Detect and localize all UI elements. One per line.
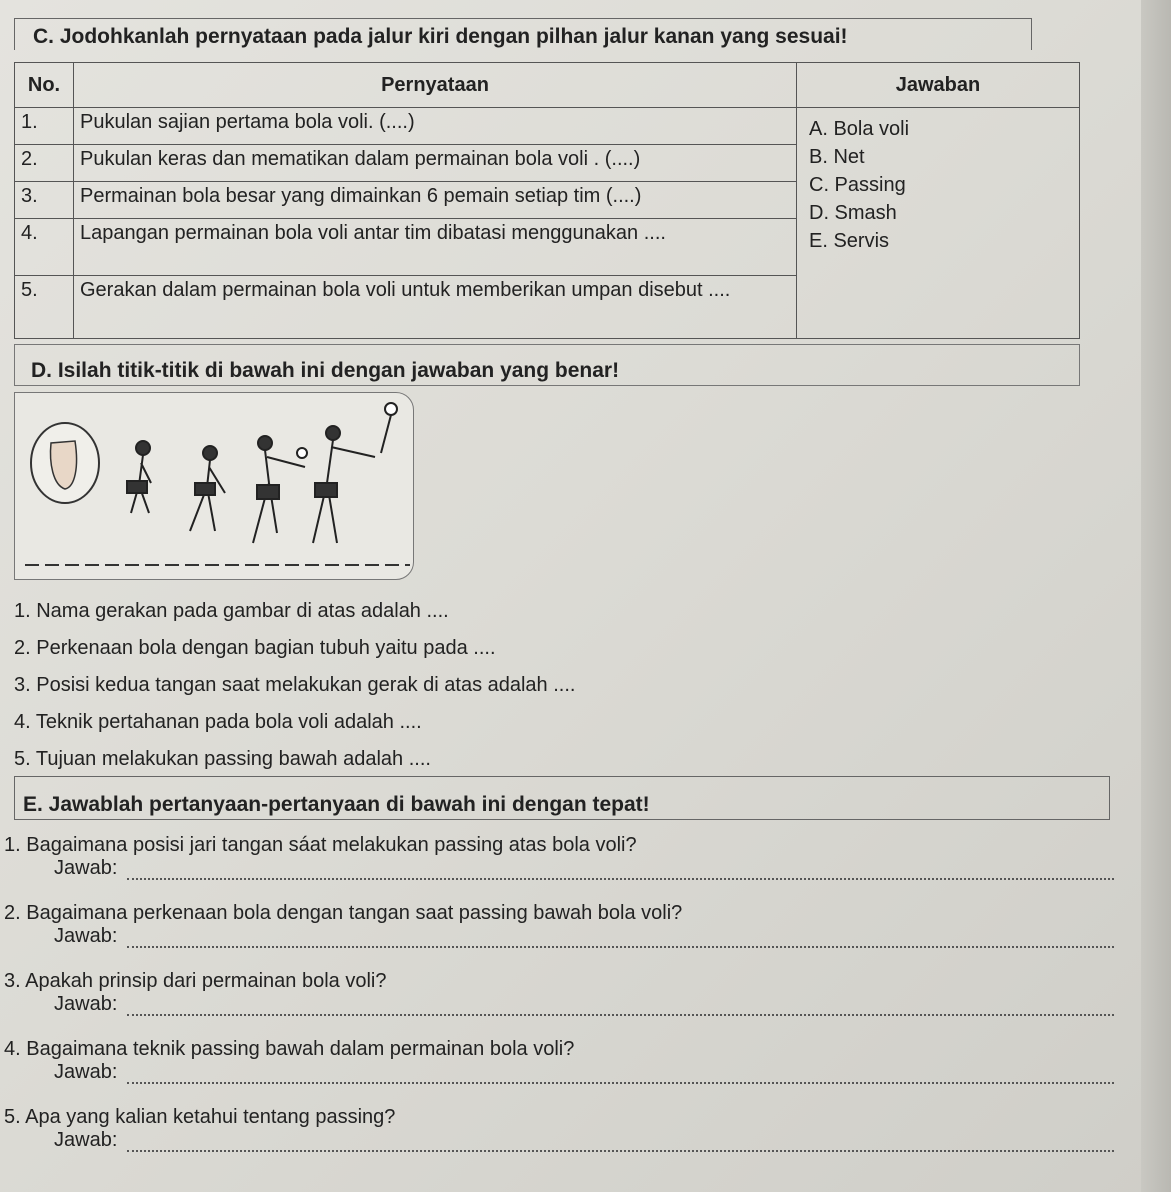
- list-item: 5. Tujuan melakukan passing bawah adalah ....: [14, 748, 431, 770]
- answer-label: Jawab:: [54, 1061, 118, 1083]
- essay-question: 2. Bagaimana perkenaan bola dengan tangan saat passing bawah bola voli?: [4, 902, 683, 924]
- answer-label: Jawab:: [54, 993, 118, 1015]
- row-statement: Permainan bola besar yang dimainkan 6 pemain setiap tim (....): [74, 182, 797, 219]
- table-row: [15, 108, 1080, 145]
- answer-option: B. Net: [809, 146, 865, 168]
- list-item: 4. Teknik pertahanan pada bola voli adalah ....: [14, 711, 422, 733]
- answer-line[interactable]: [54, 1061, 1114, 1084]
- dotted-answer-field[interactable]: [127, 926, 1114, 948]
- header-statement: Pernyataan: [74, 63, 797, 108]
- list-item: [4, 834, 1114, 902]
- row-number: 2.: [15, 145, 74, 182]
- answer-option: C. Passing: [809, 174, 906, 196]
- answer-options-list: [803, 111, 1073, 255]
- list-item: [4, 970, 1114, 1038]
- answer-label: Jawab:: [54, 857, 118, 879]
- section-d-title: D. Isilah titik-titik di bawah ini dengan jawaban yang benar!: [14, 344, 1080, 386]
- dotted-answer-field[interactable]: [127, 1062, 1114, 1084]
- dotted-answer-field[interactable]: [127, 1130, 1114, 1152]
- row-number: 5.: [15, 276, 74, 339]
- row-statement: Pukulan keras dan mematikan dalam permainan bola voli . (....): [74, 145, 797, 182]
- answer-line[interactable]: [54, 1129, 1114, 1152]
- answer-option: E. Servis: [809, 230, 890, 252]
- list-item: 1. Nama gerakan pada gambar di atas adalah ....: [14, 600, 449, 622]
- essay-question: 3. Apakah prinsip dari permainan bola voli?: [4, 970, 387, 992]
- row-number: 3.: [15, 182, 74, 219]
- header-no: No.: [15, 63, 74, 108]
- table-header-row: [15, 63, 1080, 108]
- answer-option: A. Bola voli: [809, 118, 910, 140]
- section-e-questions: [4, 834, 1114, 1174]
- list-item: 3. Posisi kedua tangan saat melakukan gerak di atas adalah ....: [14, 674, 576, 696]
- answer-line[interactable]: [54, 857, 1114, 880]
- player-figures-drawing: [15, 393, 413, 579]
- answer-line[interactable]: [54, 993, 1114, 1016]
- player-figure-3: [253, 436, 307, 543]
- row-number: 4.: [15, 219, 74, 276]
- player-figure-4: [313, 403, 397, 543]
- list-item: [4, 1106, 1114, 1174]
- section-d-questions: [14, 600, 575, 785]
- answer-label: Jawab:: [54, 1129, 118, 1151]
- row-number: 1.: [15, 108, 74, 145]
- answer-options-cell: [797, 108, 1080, 339]
- row-statement: Lapangan permainan bola voli antar tim dibatasi menggunakan ....: [74, 219, 797, 276]
- header-answer: Jawaban: [797, 63, 1080, 108]
- answer-line[interactable]: [54, 925, 1114, 948]
- list-item: 2. Perkenaan bola dengan bagian tubuh yaitu pada ....: [14, 637, 496, 659]
- essay-question: 5. Apa yang kalian ketahui tentang passing?: [4, 1106, 396, 1128]
- answer-label: Jawab:: [54, 925, 118, 947]
- passing-illustration: [14, 392, 414, 580]
- list-item: [4, 1038, 1114, 1106]
- player-figure-2: [190, 446, 225, 531]
- dotted-answer-field[interactable]: [127, 858, 1114, 880]
- section-e-title: E. Jawablah pertanyaan-pertanyaan di bawah ini dengan tepat!: [14, 776, 1110, 820]
- row-statement: Gerakan dalam permainan bola voli untuk memberikan umpan disebut ....: [74, 276, 797, 339]
- matching-table: [14, 62, 1080, 339]
- player-figure-1: [127, 441, 151, 513]
- essay-question: 1. Bagaimana posisi jari tangan sáat melakukan passing atas bola voli?: [4, 834, 637, 856]
- section-c-title: C. Jodohkanlah pernyataan pada jalur kiri dengan pilhan jalur kanan yang sesuai!: [14, 18, 1032, 50]
- dotted-answer-field[interactable]: [127, 994, 1114, 1016]
- list-item: [4, 902, 1114, 970]
- essay-question: 4. Bagaimana teknik passing bawah dalam permainan bola voli?: [4, 1038, 575, 1060]
- answer-option: D. Smash: [809, 202, 897, 224]
- row-statement: Pukulan sajian pertama bola voli. (....): [74, 108, 797, 145]
- page-edge-shadow: [1141, 0, 1171, 1192]
